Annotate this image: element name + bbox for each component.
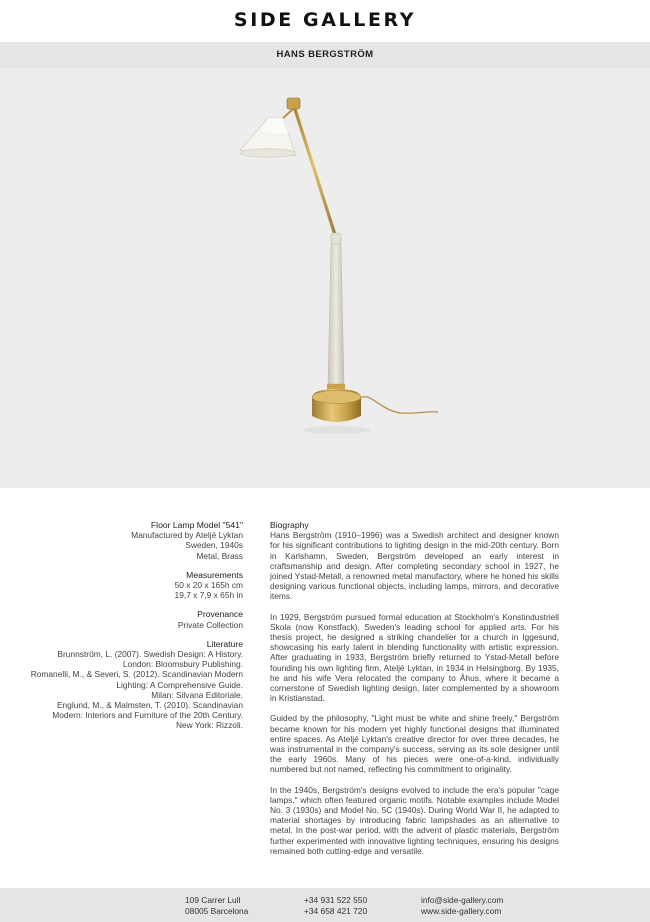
footer-address: [185, 895, 248, 917]
literature-line: Milan: Silvana Editoriale.: [151, 689, 243, 700]
product-detail-line: Sweden, 1940s: [185, 540, 243, 551]
address-line: 08005 Barcelona: [185, 906, 249, 916]
literature-line: New York: Rizzoli.: [175, 720, 243, 731]
biography-heading: Biography: [270, 520, 309, 530]
literature-heading: Literature: [206, 638, 243, 649]
literature-line: Romanelli, M., & Severi, S. (2012). Scandinavian Modern: [30, 669, 243, 680]
measurement-line: 19,7 x 7,9 x 65h in: [174, 590, 243, 601]
product-detail-line: Metal, Brass: [196, 550, 243, 561]
provenance-heading: Provenance: [197, 609, 243, 620]
literature-line: Englund, M., & Malmsten, T. (2010). Scandinavian: [56, 700, 243, 711]
footer-phones: [304, 895, 367, 917]
product-details: [0, 520, 243, 731]
artist-name: HANS BERGSTRÖM: [276, 49, 374, 60]
biography-paragraph: In 1929, Bergström pursued formal education at Stockholm's Konstindustriell Skola (now Konstfack), Sweden's leading school for applied arts. For his thesis project, he designed a striking chandelier for a church in Iggesund, showcasing his early talent in blending functionality with artistic expression. After graduating in 1933, Bergström briefly returned to Ystad-Metall before founding his own lighting firm, Ateljé Lyktan, in 1934 in Helsingborg. By 1935, he and his wife Vera relocated the company to Åhus, where it became a cornerstone of Swedish lighting design, later complemented by a showroom in Kristianstad.: [270, 611, 559, 704]
biography-section: [270, 520, 559, 856]
measurement-line: 50 x 20 x 165h cm: [174, 580, 243, 591]
literature-line: Brunnström, L. (2007). Swedish Design: A History.: [57, 649, 243, 660]
footer: [0, 888, 650, 922]
literature-line: Lighting: A Comprehensive Guide.: [116, 679, 243, 690]
biography-paragraph: In the 1940s, Bergström's designs evolved to include the era's popular "cage lamps," which often featured organic motifs. Notable examples include Model No. 3 (1930s) and Model No. 5C (1940s). During World War II, he adapted to material shortages by introducing fabric lampshades as an alternative to metal. In the post-war period, with the advent of plastic materials, Bergström further experimented with innovative lighting techniques, ensuring his designs remained both cutting-edge and versatile.: [270, 784, 559, 856]
address-line: 109 Carrer Lull: [185, 895, 241, 905]
gallery-logo: SIDE GALLERY: [233, 9, 417, 31]
floor-lamp-image: [0, 68, 650, 488]
measurements-heading: Measurements: [186, 569, 243, 580]
literature-line: Modern: Interiors and Furniture of the 20th Century.: [52, 710, 243, 721]
product-photo: [0, 68, 650, 488]
product-detail-line: Manufactured by Ateljé Lyktan: [131, 530, 243, 541]
website-link[interactable]: www.side-gallery.com: [421, 906, 502, 916]
literature-line: London: Bloomsbury Publishing.: [122, 659, 243, 670]
footer-contact: [421, 895, 503, 917]
biography-paragraph: Guided by the philosophy, "Light must be white and shine freely," Bergström became known for his modern yet highly functional designs that illuminated entire spaces. As Ateljé Lyktan's creative director for over three decades, he was instrumental in the company's success, serving as its sole designer until the early 1960s. Many of his pieces were one-of-a-kind, individually numbered but not named, reflecting his commitment to originality.: [270, 713, 559, 775]
product-title: Floor Lamp Model "541": [150, 520, 243, 530]
phone-number[interactable]: +34 658 421 720: [304, 906, 368, 916]
artist-name-bar: [0, 42, 650, 68]
email-link[interactable]: info@side-gallery.com: [421, 895, 504, 905]
provenance-line: Private Collection: [177, 619, 243, 630]
phone-number[interactable]: +34 931 522 550: [304, 895, 368, 905]
biography-paragraph: Hans Bergström (1910–1996) was a Swedish architect and designer known for his significant contributions to lighting design in the mid-20th century. Born in Karlshamn, Sweden, Bergström developed an early interest in craftsmanship and design. After completing secondary school in 1927, he joined Ystad-Metall, a renowned metal manufactory, where he honed his skills designing various functional objects, including lamps, mirrors, and decorative items.: [270, 530, 559, 602]
